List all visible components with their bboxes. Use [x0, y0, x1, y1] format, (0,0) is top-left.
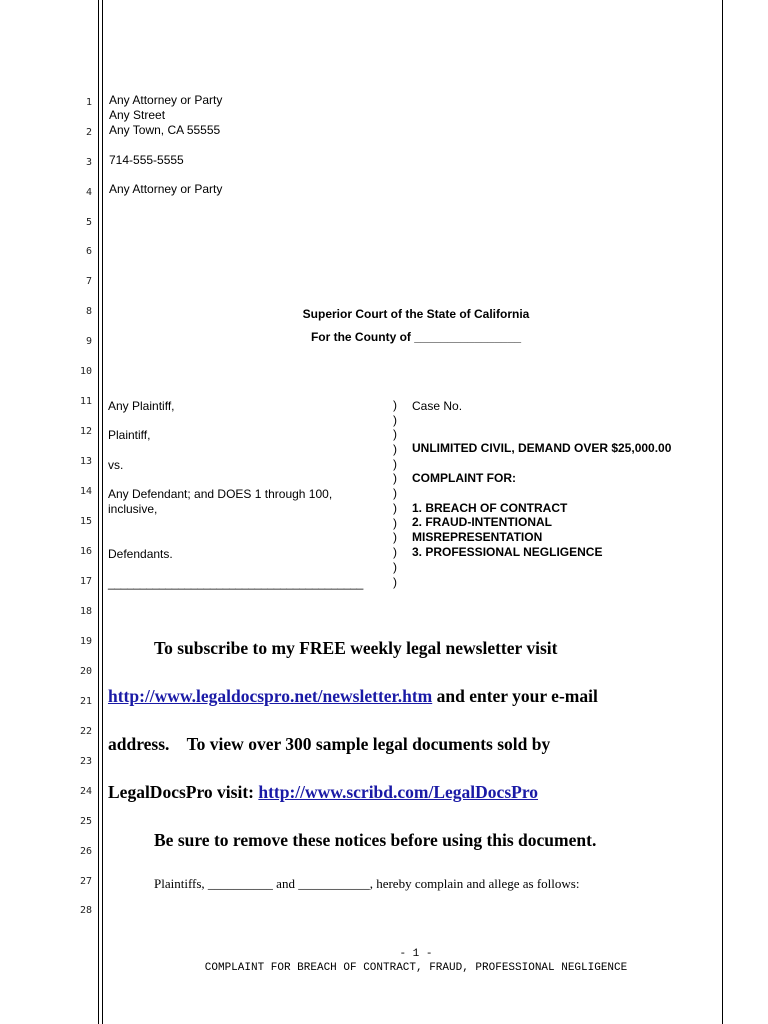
- attorney-street: Any Street: [109, 108, 166, 122]
- paren-mark: ): [393, 471, 397, 485]
- line-number: 24: [79, 786, 92, 797]
- line-number: 1: [85, 97, 92, 108]
- paren-mark: ): [393, 413, 397, 427]
- line-number: 3: [85, 157, 92, 168]
- line-number: 10: [79, 366, 92, 377]
- line-number: 28: [79, 905, 92, 916]
- paren-mark: ): [393, 442, 397, 456]
- line-number: 27: [79, 876, 92, 887]
- case-number-label: Case No.: [412, 399, 463, 413]
- line-number: 14: [79, 486, 92, 497]
- line-number: 15: [79, 516, 92, 527]
- page-number: - 1 -: [399, 948, 433, 960]
- paren-mark: ): [393, 530, 397, 544]
- complaint-intro: Plaintiffs, __________ and ___________, hereby complain and allege as follows:: [154, 876, 580, 891]
- line-number: 9: [85, 336, 92, 347]
- jurisdiction-label: UNLIMITED CIVIL, DEMAND OVER $25,000.00: [412, 441, 672, 455]
- line-number: 17: [79, 576, 92, 587]
- left-margin-rule-outer: [98, 0, 99, 1024]
- plaintiff-label: Plaintiff,: [108, 428, 151, 442]
- line-number: 4: [85, 187, 92, 198]
- defendants-label: Defendants.: [108, 547, 173, 561]
- defendant-inclusive: inclusive,: [108, 502, 158, 516]
- paren-mark: ): [393, 575, 397, 589]
- cause-of-action: 1. BREACH OF CONTRACT: [412, 501, 568, 515]
- paren-mark: ): [393, 560, 397, 574]
- attorney-city: Any Town, CA 55555: [109, 123, 221, 137]
- line-number: 13: [79, 456, 92, 467]
- cause-of-action: 2. FRAUD-INTENTIONAL: [412, 515, 552, 529]
- line-number: 20: [79, 666, 92, 677]
- paren-mark: ): [393, 398, 397, 412]
- line-number: 5: [85, 217, 92, 228]
- paren-mark: ): [393, 486, 397, 500]
- promo-line-3: address. To view over 300 sample legal documents sold by: [108, 734, 551, 754]
- court-county: For the County of ________________: [310, 330, 522, 344]
- paren-mark: ): [393, 501, 397, 515]
- line-number: 11: [79, 396, 92, 407]
- promo-line-2: [108, 686, 598, 707]
- line-number: 2: [85, 127, 92, 138]
- newsletter-link[interactable]: http://www.legaldocspro.net/newsletter.htm: [108, 686, 433, 706]
- line-number: 19: [79, 636, 92, 647]
- attorney-phone: 714-555-5555: [109, 153, 184, 167]
- line-number: 26: [79, 846, 92, 857]
- footer-title: COMPLAINT FOR BREACH OF CONTRACT, FRAUD, PROFESSIONAL NEGLIGENCE: [204, 962, 628, 974]
- court-name: Superior Court of the State of California: [302, 307, 530, 321]
- line-number: 12: [79, 426, 92, 437]
- promo-line-2-rest: and enter your e-mail: [436, 686, 598, 706]
- line-number: 21: [79, 696, 92, 707]
- line-number: 16: [79, 546, 92, 557]
- paren-mark: ): [393, 457, 397, 471]
- plaintiff-name: Any Plaintiff,: [108, 399, 175, 413]
- line-number: 23: [79, 756, 92, 767]
- line-number: 25: [79, 816, 92, 827]
- cause-of-action: 3. PROFESSIONAL NEGLIGENCE: [412, 545, 603, 559]
- caption-underline: ________________________________________: [108, 576, 363, 590]
- line-number: 7: [85, 276, 92, 287]
- promo-line-4-prefix: LegalDocsPro visit:: [108, 782, 259, 802]
- promo-line-1: To subscribe to my FREE weekly legal newsletter visit: [154, 638, 558, 658]
- promo-line-4: [108, 782, 538, 803]
- defendant-name: Any Defendant; and DOES 1 through 100,: [108, 487, 333, 501]
- attorney-name: Any Attorney or Party: [109, 93, 223, 107]
- paren-mark: ): [393, 516, 397, 530]
- paren-mark: ): [393, 545, 397, 559]
- versus-label: vs.: [108, 458, 124, 472]
- line-number: 6: [85, 246, 92, 257]
- line-number: 8: [85, 306, 92, 317]
- scribd-link[interactable]: http://www.scribd.com/LegalDocsPro: [258, 782, 539, 802]
- complaint-for-label: COMPLAINT FOR:: [412, 471, 516, 485]
- line-number: 22: [79, 726, 92, 737]
- remove-notice: Be sure to remove these notices before using this document.: [154, 830, 597, 850]
- left-margin-rule-inner: [102, 0, 103, 1024]
- line-number: 18: [79, 606, 92, 617]
- paren-mark: ): [393, 427, 397, 441]
- right-margin-rule: [722, 0, 723, 1024]
- cause-of-action: MISREPRESENTATION: [412, 530, 543, 544]
- attorney-for: Any Attorney or Party: [109, 182, 223, 196]
